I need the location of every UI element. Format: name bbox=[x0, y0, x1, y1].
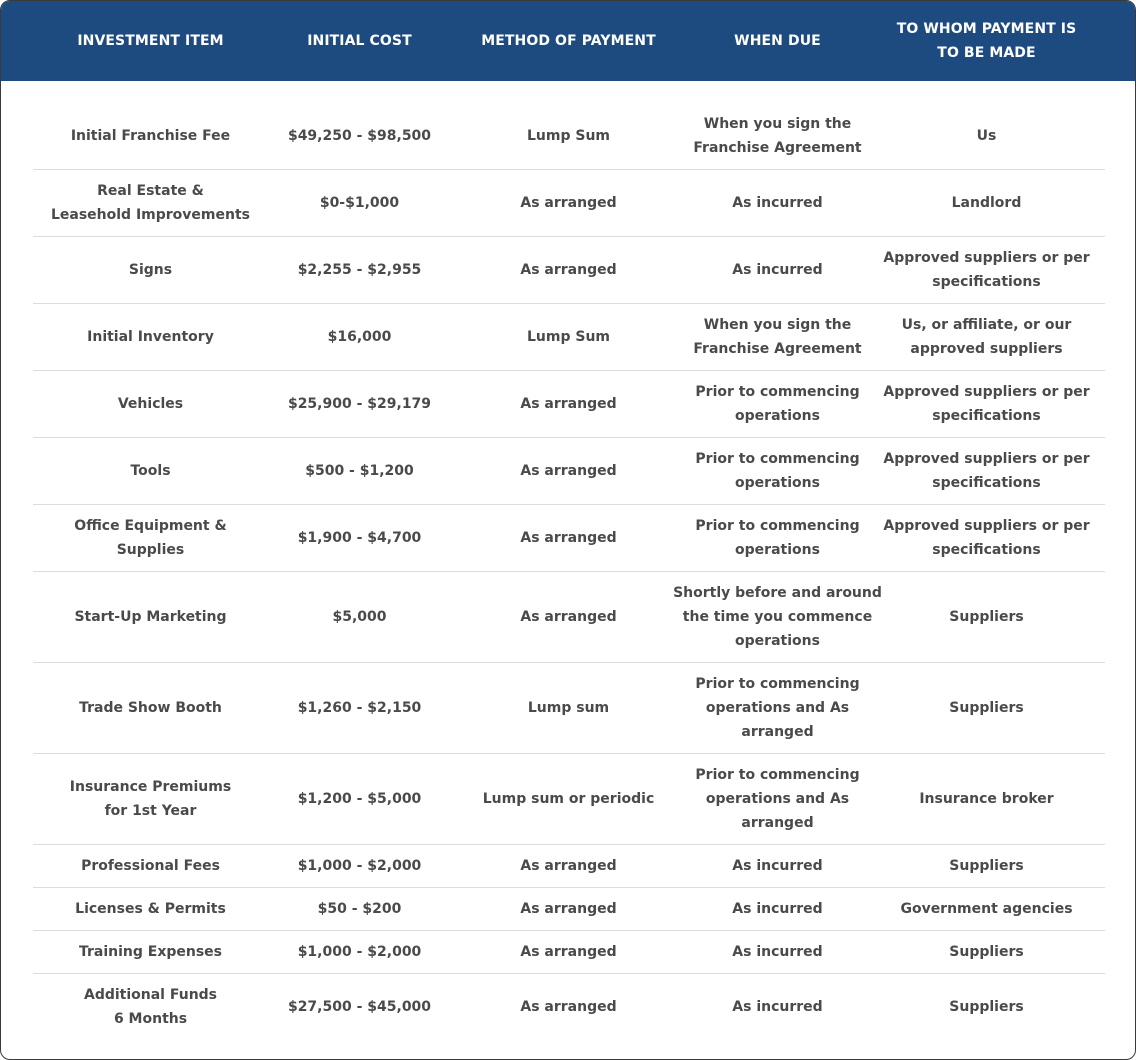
table-row bbox=[33, 103, 1105, 170]
cell-investment-item: Tools bbox=[130, 463, 171, 479]
cell-method-of-payment: As arranged bbox=[520, 858, 617, 874]
cell-payee: Suppliers bbox=[949, 609, 1024, 625]
cell-initial-cost: $1,200 - $5,000 bbox=[297, 791, 422, 807]
cell-investment-item: Trade Show Booth bbox=[79, 700, 222, 716]
table-row bbox=[33, 888, 1105, 931]
cell-when-due: As incurred bbox=[732, 944, 823, 960]
cell-initial-cost: $27,500 - $45,000 bbox=[287, 999, 432, 1015]
cell-initial-cost: $0-$1,000 bbox=[319, 195, 400, 211]
cell-when-due: Prior to commencing operations bbox=[695, 518, 860, 558]
cell-initial-cost: $16,000 bbox=[327, 329, 392, 345]
cell-payee: Approved suppliers or per specifications bbox=[883, 384, 1090, 424]
table-row bbox=[33, 931, 1105, 974]
cell-payee: Suppliers bbox=[949, 858, 1024, 874]
cell-method-of-payment: Lump Sum bbox=[526, 329, 610, 345]
cell-when-due: Prior to commencing operations bbox=[695, 451, 860, 491]
cell-when-due: As incurred bbox=[732, 858, 823, 874]
cell-initial-cost: $2,255 - $2,955 bbox=[297, 262, 422, 278]
cell-when-due: Shortly before and around the time you commence operations bbox=[673, 585, 882, 649]
cell-payee: Government agencies bbox=[900, 901, 1073, 917]
cell-payee: Landlord bbox=[951, 195, 1022, 211]
table-row bbox=[33, 371, 1105, 438]
cell-method-of-payment: As arranged bbox=[520, 195, 617, 211]
cell-payee: Us, or affiliate, or our approved suppliers bbox=[901, 317, 1072, 357]
cell-method-of-payment: As arranged bbox=[520, 530, 617, 546]
cell-investment-item: Real Estate & Leasehold Improvements bbox=[50, 183, 250, 223]
cell-investment-item: Licenses & Permits bbox=[75, 901, 226, 917]
cell-when-due: When you sign the Franchise Agreement bbox=[693, 317, 862, 357]
cell-investment-item: Vehicles bbox=[117, 396, 184, 412]
cell-investment-item: Professional Fees bbox=[81, 858, 220, 874]
header-investment-item: INVESTMENT ITEM bbox=[77, 33, 224, 49]
cell-initial-cost: $1,260 - $2,150 bbox=[297, 700, 422, 716]
cell-when-due: As incurred bbox=[732, 195, 823, 211]
cell-payee: Approved suppliers or per specifications bbox=[883, 518, 1090, 558]
cell-investment-item: Additional Funds 6 Months bbox=[83, 987, 218, 1027]
cell-method-of-payment: Lump Sum bbox=[526, 128, 610, 144]
table-row bbox=[33, 974, 1105, 1040]
cell-initial-cost: $500 - $1,200 bbox=[305, 463, 414, 479]
cell-investment-item: Training Expenses bbox=[78, 944, 223, 960]
cell-initial-cost: $25,900 - $29,179 bbox=[287, 396, 432, 412]
cell-method-of-payment: As arranged bbox=[520, 396, 617, 412]
cell-investment-item: Insurance Premiums for 1st Year bbox=[69, 779, 232, 819]
table-row bbox=[33, 663, 1105, 754]
cell-method-of-payment: As arranged bbox=[520, 944, 617, 960]
cell-initial-cost: $1,000 - $2,000 bbox=[297, 944, 422, 960]
cell-payee: Insurance broker bbox=[919, 791, 1054, 807]
table-row bbox=[33, 845, 1105, 888]
cell-when-due: Prior to commencing operations and As arranged bbox=[695, 767, 860, 831]
header-initial-cost: INITIAL COST bbox=[307, 33, 412, 49]
cell-method-of-payment: As arranged bbox=[520, 999, 617, 1015]
cell-investment-item: Signs bbox=[128, 262, 173, 278]
cell-initial-cost: $5,000 bbox=[332, 609, 387, 625]
header-to-whom-payment: TO WHOM PAYMENT IS TO BE MADE bbox=[896, 21, 1077, 61]
cell-method-of-payment: Lump sum or periodic bbox=[482, 791, 655, 807]
table-header bbox=[1, 1, 1135, 81]
cell-payee: Approved suppliers or per specifications bbox=[883, 451, 1090, 491]
cell-when-due: As incurred bbox=[732, 901, 823, 917]
cell-when-due: Prior to commencing operations bbox=[695, 384, 860, 424]
cell-initial-cost: $49,250 - $98,500 bbox=[287, 128, 432, 144]
table-row bbox=[33, 572, 1105, 663]
cell-payee: Suppliers bbox=[949, 700, 1024, 716]
cell-method-of-payment: As arranged bbox=[520, 262, 617, 278]
cell-initial-cost: $50 - $200 bbox=[317, 901, 402, 917]
cell-initial-cost: $1,000 - $2,000 bbox=[297, 858, 422, 874]
cell-method-of-payment: As arranged bbox=[520, 463, 617, 479]
cell-investment-item: Office Equipment & Supplies bbox=[74, 518, 227, 558]
table-body bbox=[33, 103, 1105, 1040]
table-row bbox=[33, 304, 1105, 371]
cell-when-due: Prior to commencing operations and As arranged bbox=[695, 676, 860, 740]
cell-initial-cost: $1,900 - $4,700 bbox=[297, 530, 422, 546]
table-row bbox=[33, 170, 1105, 237]
cell-payee: Approved suppliers or per specifications bbox=[883, 250, 1090, 290]
header-method-of-payment: METHOD OF PAYMENT bbox=[481, 33, 656, 49]
table-row bbox=[33, 438, 1105, 505]
cell-method-of-payment: Lump sum bbox=[527, 700, 610, 716]
cell-payee: Us bbox=[976, 128, 997, 144]
table-row bbox=[33, 237, 1105, 304]
header-when-due: WHEN DUE bbox=[734, 33, 821, 49]
cell-method-of-payment: As arranged bbox=[520, 609, 617, 625]
cell-when-due: As incurred bbox=[732, 999, 823, 1015]
cell-investment-item: Start-Up Marketing bbox=[74, 609, 227, 625]
table-row bbox=[33, 505, 1105, 572]
cell-investment-item: Initial Franchise Fee bbox=[70, 128, 231, 144]
cell-investment-item: Initial Inventory bbox=[87, 329, 214, 345]
cell-when-due: As incurred bbox=[732, 262, 823, 278]
cell-payee: Suppliers bbox=[949, 999, 1024, 1015]
table-row bbox=[33, 754, 1105, 845]
cell-payee: Suppliers bbox=[949, 944, 1024, 960]
cell-method-of-payment: As arranged bbox=[520, 901, 617, 917]
cell-when-due: When you sign the Franchise Agreement bbox=[693, 116, 862, 156]
